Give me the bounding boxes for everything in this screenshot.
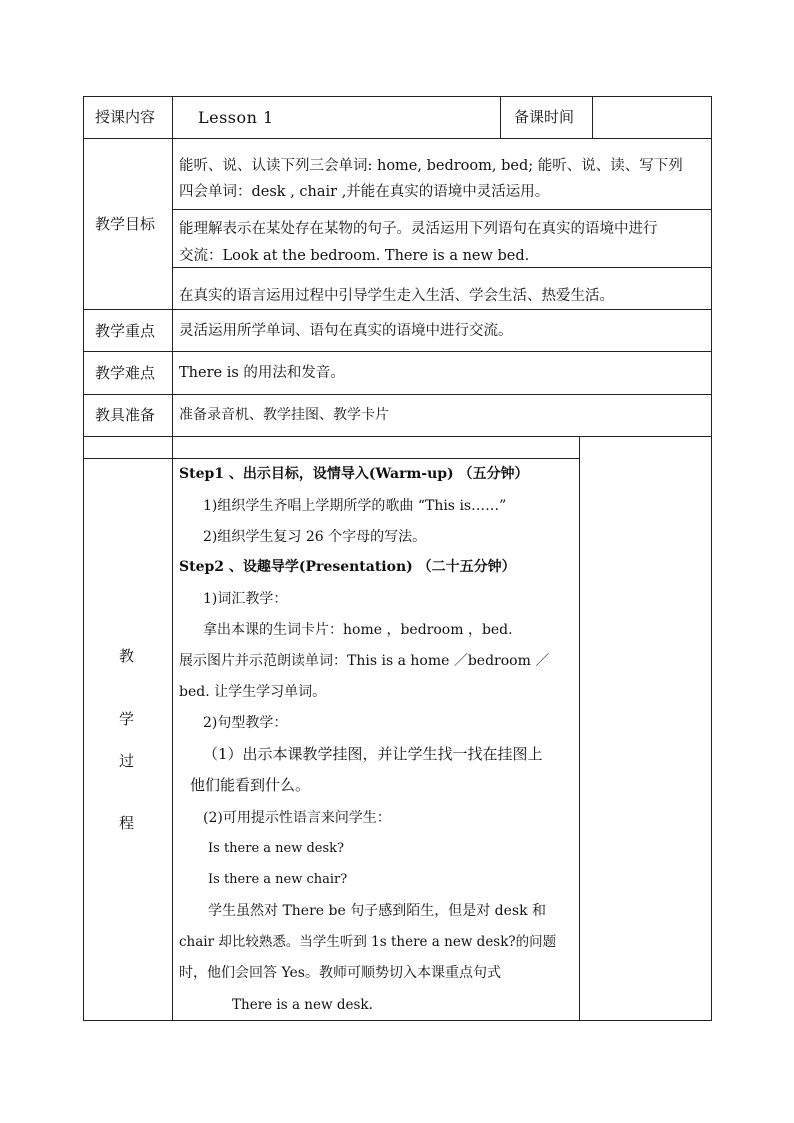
row-divider	[172, 209, 712, 210]
process-line: (2)可用提示性语言来问学生：	[203, 810, 391, 826]
content-label: 授课内容	[95, 108, 156, 126]
row-divider	[83, 394, 712, 395]
step-heading: Step1 、出示目标，设情导入(Warm-up) （五分钟）	[179, 466, 529, 482]
row-divider	[83, 309, 712, 310]
process-line: Is there a new chair?	[208, 872, 348, 887]
tools-label: 教具准备	[95, 406, 156, 424]
process-line: 2)句型教学：	[203, 715, 288, 731]
process-line: chair 却比较熟悉。当学生听到 1s there a new desk?的问题	[179, 934, 557, 950]
difficulties-text: There is 的用法和发音。	[179, 365, 345, 381]
row-divider	[83, 138, 712, 139]
column-divider	[579, 436, 580, 1021]
lesson-title: Lesson 1	[198, 108, 274, 127]
knowledge-objective-line: 能听、说、认读下列三会单词: home, bedroom, bed; 能听、说、读、写下列	[179, 158, 683, 174]
table-border-right	[711, 96, 712, 1021]
key-points-text: 灵活运用所学单词、语句在真实的语境中进行交流。	[179, 323, 513, 339]
row-divider	[172, 267, 712, 268]
process-line: 1)词汇教学：	[203, 591, 288, 607]
knowledge-objective-line: 四会单词：desk , chair ,并能在真实的语境中灵活运用。	[179, 184, 550, 200]
process-line: 学生虽然对 There be 句子感到陌生，但是对 desk 和	[208, 903, 547, 919]
step-heading: Step2 、设趣导学(Presentation) （二十五分钟）	[179, 559, 516, 575]
process-line: 展示图片并示范朗读单词：This is a home ／bedroom ／	[179, 653, 550, 669]
key-points-label: 教学重点	[95, 322, 156, 340]
ability-objective-line: 能理解表示在某处存在某物的句子。灵活运用下列语句在真实的语境中进行	[179, 221, 658, 237]
process-line: bed. 让学生学习单词。	[179, 684, 327, 700]
objectives-label: 教学目标	[95, 215, 156, 233]
process-line: There is a new desk.	[232, 997, 373, 1013]
process-line: 时，他们会回答 Yes。教师可顺势切入本课重点句式	[179, 965, 501, 981]
table-border-top	[83, 96, 712, 97]
column-divider	[500, 96, 501, 138]
process-line: 1)组织学生齐唱上学期所学的歌曲 “This is……”	[203, 498, 507, 514]
tools-text: 准备录音机、教学挂图、教学卡片	[179, 407, 389, 423]
ability-objective-line: 交流：Look at the bedroom. There is a new bed.	[179, 248, 530, 264]
column-divider	[592, 96, 593, 138]
prep-time-label: 备课时间	[514, 108, 575, 126]
process-label-char: 学	[119, 710, 135, 728]
emotion-objective-line: 在真实的语言运用过程中引导学生走入生活、学会生活、热爱生活。	[179, 288, 614, 304]
process-label-char: 过	[119, 752, 135, 770]
process-line: 2)组织学生复习 26 个字母的写法。	[203, 529, 427, 545]
process-line: （1）出示本课教学挂图，并让学生找一找在挂图上	[203, 745, 543, 763]
row-divider	[83, 436, 712, 437]
process-label-char: 程	[119, 814, 135, 832]
difficulties-label: 教学难点	[95, 364, 156, 382]
process-line: Is there a new desk?	[208, 841, 345, 856]
row-divider	[83, 351, 712, 352]
process-line: 拿出本课的生词卡片：home ，bedroom ，bed.	[203, 622, 513, 638]
row-divider	[83, 458, 579, 459]
table-border-left	[83, 96, 84, 1021]
column-divider	[172, 96, 173, 1021]
table-border-bottom	[83, 1020, 712, 1021]
process-label-char: 教	[119, 647, 135, 665]
process-line: 他们能看到什么。	[190, 776, 311, 794]
